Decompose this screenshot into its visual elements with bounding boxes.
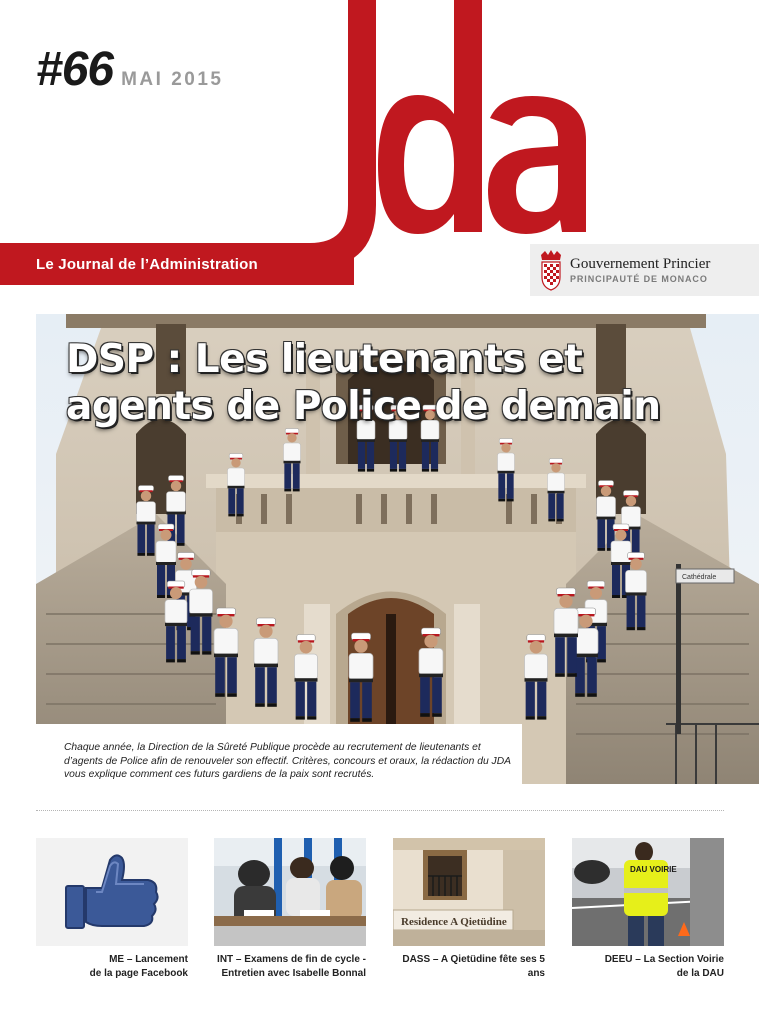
feature-caption-line: ME – Lancement	[109, 954, 188, 965]
feature-caption-line: de la page Facebook	[89, 968, 188, 979]
government-subtitle: PRINCIPAUTÉ DE MONACO	[570, 274, 708, 284]
building-photo	[393, 838, 545, 946]
thumbs-up-icon	[36, 838, 188, 946]
government-badge	[530, 244, 759, 296]
road-worker-photo	[572, 838, 724, 946]
feature-caption-line: de la DAU	[676, 968, 724, 979]
feature-caption-qietudine	[393, 953, 545, 981]
issue-number: #66	[36, 43, 114, 96]
feature-thumb-exams[interactable]	[214, 838, 366, 946]
feature-caption-line: DASS – A Qietüdine fête ses 5 ans	[402, 954, 545, 979]
feature-thumb-voirie[interactable]	[572, 838, 724, 946]
journal-tagline: Le Journal de l’Administration	[36, 256, 258, 273]
headline-line-1: DSP : Les lieutenants et	[66, 337, 583, 382]
cover-caption: Chaque année, la Direction de la Sûreté Publique procède au recrutement de lieutenants et d’agents de Police afin de renouveler son effectif. Critères, concours et oraux, la rédaction du JDA vous explique comment ces futurs gardiens de la paix sont recrutés.	[64, 742, 511, 781]
government-name: Gouvernement Princier	[570, 256, 711, 272]
street-sign: Cathédrale	[682, 574, 717, 581]
feature-thumb-qietudine[interactable]	[393, 838, 545, 946]
headline-line-2: agents de Police de demain	[66, 384, 661, 429]
feature-caption-line: Entretien avec Isabelle Bonnal	[221, 968, 366, 979]
residence-sign: Residence A Qietüdine	[401, 916, 507, 928]
feature-caption-line: DEEU – La Section Voirie	[604, 954, 724, 965]
feature-caption-exams	[214, 953, 366, 981]
feature-caption-facebook	[36, 953, 188, 981]
feature-caption-line: INT – Examens de fin de cycle -	[217, 954, 366, 965]
cover-headline	[66, 336, 661, 430]
vest-text: DAU VOIRIE	[630, 865, 677, 874]
issue-info	[36, 42, 223, 97]
cover-photo	[36, 314, 759, 784]
section-divider	[36, 810, 724, 811]
monaco-crest-icon	[538, 249, 564, 291]
feature-caption-voirie	[572, 953, 724, 981]
exam-photo	[214, 838, 366, 946]
issue-date: MAI 2015	[121, 69, 224, 90]
feature-thumb-facebook[interactable]	[36, 838, 188, 946]
